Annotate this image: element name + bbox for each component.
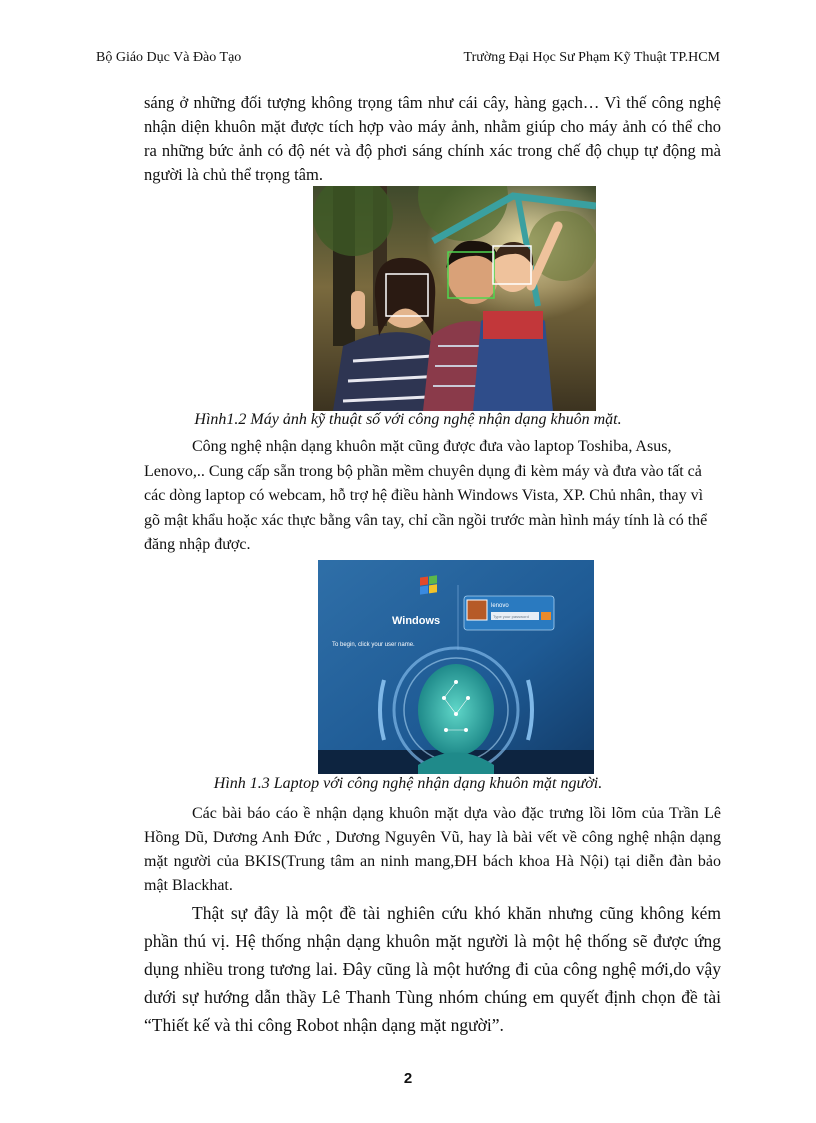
login-prompt-text: To begin, click your user name. bbox=[332, 642, 415, 648]
face-scan-icon bbox=[418, 664, 494, 756]
figure-caption-1: Hình1.2 Máy ảnh kỹ thuật số với công nghệ nhận dạng khuôn mặt. bbox=[194, 411, 622, 428]
login-arrow-icon bbox=[541, 612, 551, 620]
paragraph-reports: Các bài báo cáo ề nhận dạng khuôn mặt dựa vào đặc trưng lồi lõm của Trần Lê Hồng Dũ, Dương Anh Đức , Dương Nguyên Vũ, hay là bài vết về công nghệ nhận dạng mặt người của BKIS(Trung tâm an ninh mang,ĐH bách khoa Hà Nội) tại diễn đàn bảo mật Blackhat. bbox=[144, 805, 721, 894]
figure-family-face-detection bbox=[313, 186, 596, 411]
page-header bbox=[0, 50, 816, 74]
paragraph-laptop-face: Công nghệ nhận dạng khuôn mặt cũng được đưa vào laptop Toshiba, Asus, Lenovo,.. Cung cấp sẵn trong bộ phần mềm chuyên dụng đi kèm máy và đưa vào tất cả các dòng laptop có webcam, hỗ trợ hệ điều hành Windows Vista, XP. Chủ nhân, thay vì gõ mật khẩu hoặc xác thực bằng vân tay, chỉ cần ngồi trước màn hình máy tính là có thể đăng nhập được. bbox=[144, 438, 708, 553]
windows-brand-text: Windows bbox=[392, 615, 441, 627]
laptop-login-illustration bbox=[318, 560, 594, 774]
figure-laptop-login bbox=[318, 560, 594, 774]
page-number: 2 bbox=[403, 1070, 413, 1087]
header-left-text: Bộ Giáo Dục Và Đào Tạo bbox=[96, 50, 242, 65]
paragraph-project-choice: Thật sự đây là một đề tài nghiên cứu khó khăn nhưng cũng không kém phần thú vị. Hệ thống nhận dạng khuôn mặt người là một hệ thống sẽ được ứng dụng nhiều trong tương lai. Đây cũng là một hướng đi của công nghệ mới,do vậy dưới sự hướng dẫn thầy Lê Thanh Tùng nhóm chúng em quyết định chọn đề tài “Thiết kế và thi công Robot nhận dạng mặt người”. bbox=[144, 903, 721, 1035]
paragraph-camera-focus: sáng ở những đối tượng không trọng tâm như cái cây, hàng gạch… Vì thế công nghệ nhận diện khuôn mặt được tích hợp vào máy ảnh, nhằm giúp cho máy ảnh có thể cho ra những bức ảnh có độ nét và độ phơi sáng chính xác trong chế độ chụp tự động mà người là chủ thể trọng tâm. bbox=[144, 93, 721, 184]
login-user-name: lenovo bbox=[491, 603, 509, 609]
figure-caption-2: Hình 1.3 Laptop với công nghệ nhận dạng khuôn mặt người. bbox=[213, 775, 603, 792]
password-hint-text: Type your password bbox=[493, 614, 529, 619]
user-avatar bbox=[467, 600, 487, 620]
family-photo-illustration bbox=[313, 186, 596, 411]
header-right-text: Trường Đại Học Sư Phạm Kỹ Thuật TP.HCM bbox=[463, 50, 720, 65]
